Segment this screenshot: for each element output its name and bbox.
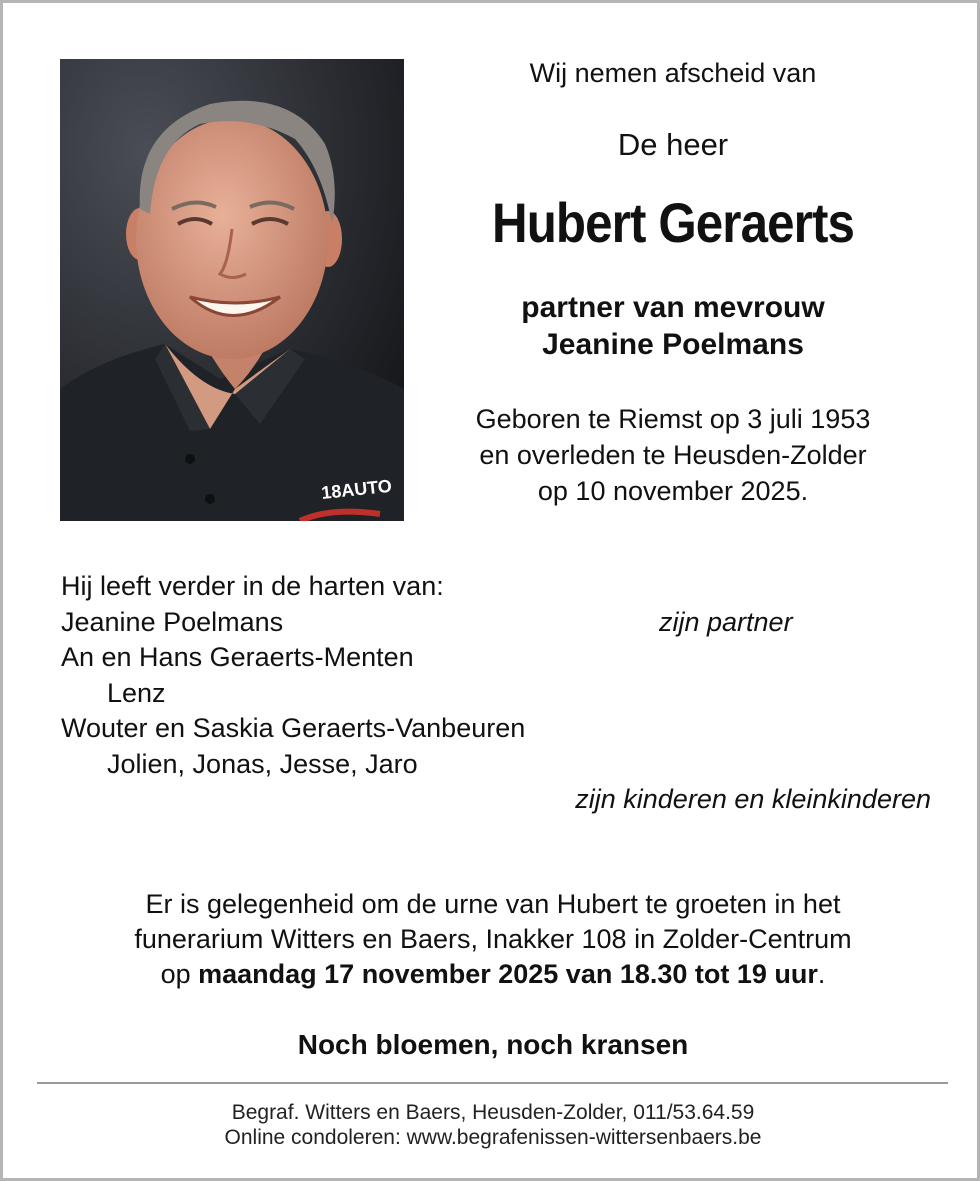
dates-line-3: op 10 november 2025.: [537, 476, 809, 506]
no-flowers-notice: Noch bloemen, noch kransen: [297, 1029, 689, 1060]
dates-line-2: en overleden te Heusden-Zolder: [479, 440, 867, 470]
visitation-datetime: maandag 17 november 2025 van 18.30 tot 19 uur: [198, 959, 818, 989]
deceased-name: Hubert Geraerts: [491, 191, 855, 254]
funeral-home-footer: [43, 1100, 943, 1150]
survivor-grandchildren-2: Jolien, Jonas, Jesse, Jaro: [107, 748, 418, 779]
partner-relation: zijn partner: [659, 606, 793, 637]
shirt-print: 18AUTO: [320, 475, 393, 503]
honorific: De heer: [617, 127, 729, 162]
survivor-row-relation: [61, 782, 931, 818]
survivor-child-1: An en Hans Geraerts-Menten: [61, 642, 414, 672]
survivor-partner-name: Jeanine Poelmans: [61, 606, 284, 637]
visitation-notice: [43, 887, 943, 992]
notice-line-2: funerarium Witters en Baers, Inakker 108 in Zolder-Centrum: [134, 924, 852, 954]
partner-line-2: Jeanine Poelmans: [542, 328, 804, 361]
dates-line-1: Geboren te Riemst op 3 juli 1953: [475, 404, 871, 434]
survivor-grandchildren-1: Lenz: [107, 677, 166, 708]
partner-line-1: partner van mevrouw: [521, 291, 825, 324]
notice-line-3-prefix: op: [160, 959, 199, 989]
funeral-home-contact: Begraf. Witters en Baers, Heusden-Zolder, 011/53.64.59: [231, 1101, 755, 1124]
portrait-illustration: [60, 59, 404, 521]
notice-line-3-suffix: .: [817, 959, 826, 989]
survivor-row-partner: [61, 605, 931, 641]
survivors-heading: Hij leeft verder in de harten van:: [61, 571, 444, 601]
announcement-header: [423, 55, 923, 509]
children-relation: zijn kinderen en kleinkinderen: [575, 784, 931, 814]
online-condolence-link[interactable]: Online condoleren: www.begrafenissen-wittersenbaers.be: [224, 1126, 762, 1149]
partner-info: [423, 289, 923, 363]
life-dates: [423, 401, 923, 509]
portrait-photo: [60, 59, 404, 521]
divider: [37, 1082, 948, 1084]
notice-line-3: [43, 957, 943, 992]
intro-text: Wij nemen afscheid van: [529, 58, 817, 88]
survivor-child-2: Wouter en Saskia Geraerts-Vanbeuren: [61, 713, 526, 743]
notice-line-1: Er is gelegenheid om de urne van Hubert te groeten in het: [145, 889, 841, 919]
survivors-list: [61, 569, 931, 818]
